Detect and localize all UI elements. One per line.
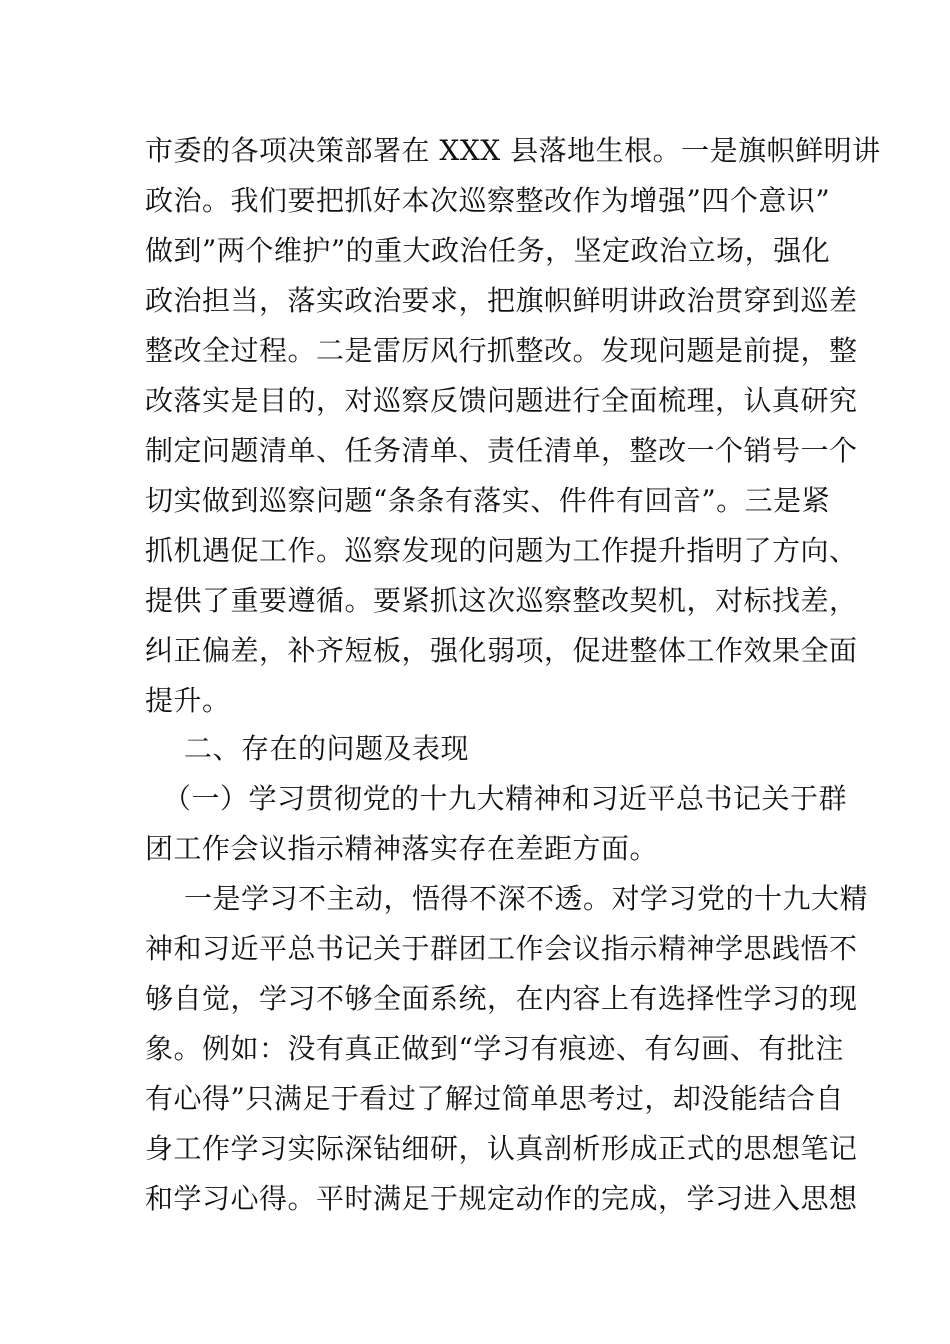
text-line: 政治担当，落实政治要求，把旗帜鲜明讲政治贯穿到巡差 bbox=[145, 284, 858, 317]
text-line: 象。例如：没有真正做到“学习有痕迹、有勾画、有批注 bbox=[145, 1032, 844, 1065]
text-line: 切实做到巡察问题“条条有落实、件件有回音”。三是紧 bbox=[145, 484, 831, 517]
section-heading: 二、存在的问题及表现 bbox=[184, 732, 470, 765]
text-line: 抓机遇促工作。巡察发现的问题为工作提升指明了方向、 bbox=[145, 534, 858, 567]
text-line: 整改全过程。二是雷厉风行抓整改。发现问题是前提，整 bbox=[145, 334, 858, 367]
text-line: 做到”两个维护”的重大政治任务，坚定政治立场，强化 bbox=[145, 234, 831, 267]
text-line: 制定问题清单、任务清单、责任清单，整改一个销号一个 bbox=[145, 434, 858, 467]
text-line: 身工作学习实际深钻细研，认真剖析形成正式的思想笔记 bbox=[145, 1132, 858, 1165]
text-line: 有心得”只满足于看过了解过简单思考过，却没能结合自 bbox=[145, 1082, 844, 1115]
text-line: （一）学习贯彻党的十九大精神和习近平总书记关于群 bbox=[163, 782, 848, 815]
text-line: 政治。我们要把抓好本次巡察整改作为增强”四个意识” bbox=[145, 184, 831, 217]
text-line: 提供了重要遵循。要紧抓这次巡察整改契机，对标找差， bbox=[145, 584, 858, 617]
text-line: 神和习近平总书记关于群团工作会议指示精神学思践悟不 bbox=[145, 932, 858, 965]
text-line: 一是学习不主动，悟得不深不透。对学习党的十九大精 bbox=[184, 882, 869, 915]
text-line: 纠正偏差，补齐短板，强化弱项，促进整体工作效果全面 bbox=[145, 634, 858, 667]
text-line: 市委的各项决策部署在 XXX 县落地生根。一是旗帜鲜明讲 bbox=[145, 134, 881, 167]
text-line: 改落实是目的，对巡察反馈问题进行全面梳理，认真研究 bbox=[145, 384, 858, 417]
text-line: 团工作会议指示精神落实存在差距方面。 bbox=[145, 832, 659, 865]
text-line: 和学习心得。平时满足于规定动作的完成，学习进入思想 bbox=[145, 1182, 858, 1215]
text-line: 够自觉，学习不够全面系统，在内容上有选择性学习的现 bbox=[145, 982, 858, 1015]
text-line: 提升。 bbox=[145, 684, 231, 717]
